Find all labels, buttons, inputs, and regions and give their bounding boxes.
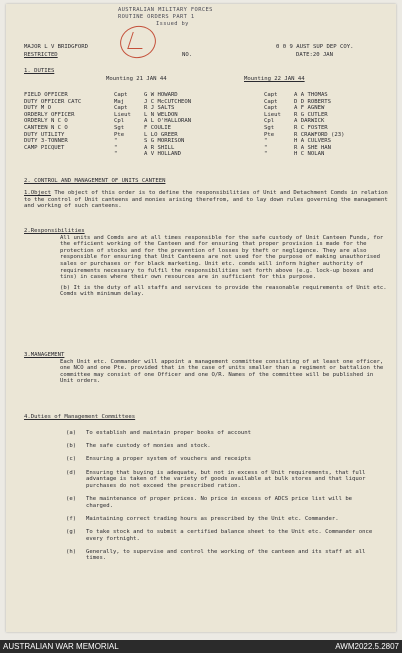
duty-rank-2: Capt <box>264 98 278 105</box>
duty-role: DUTY UTILITY <box>24 131 65 138</box>
item-marker: (c) <box>66 456 77 463</box>
item-text: The maintenance of proper prices. No price in excess of ADCS price list will be charged. <box>86 495 353 509</box>
mounting-1: Mounting 21 JAN 44 <box>106 76 167 82</box>
duty-rank-2: Lieut <box>264 111 281 118</box>
item-text: Maintaining correct trading hours as prescribed by the Unit etc. Commander. <box>86 515 339 522</box>
duty-rank-1: Maj <box>114 98 125 105</box>
duty-roster-table <box>24 92 384 158</box>
footer-right: AWM2022.5.2807 <box>335 642 399 651</box>
footer-bar <box>0 640 402 653</box>
duty-name-1: S G MORRISON <box>144 138 185 145</box>
responsibilities-text-b: (b) It is the duty of all staffs and services to provide the reasonable requirements of Unit etc. Comds with minimum delay. <box>60 284 387 298</box>
responsibilities-heading: 2.Responsibilities <box>24 228 85 234</box>
duty-name-2: R C FOSTER <box>294 124 328 131</box>
duty-rank-2: Capt <box>264 92 278 98</box>
duty-role: ORDERLY OFFICER <box>24 111 75 118</box>
duty-row <box>24 99 384 106</box>
duty-name-1: L LO GREER <box>144 131 178 138</box>
duty-rank-1: Lieut <box>114 111 131 118</box>
duty-rank-1: Sgt <box>114 124 125 131</box>
item-text: To take stock and to submit a certified balance sheet to the Unit etc. Commander once every fortnight. <box>86 528 373 542</box>
item-text: To establish and maintain proper books of account <box>86 430 252 436</box>
duty-rank-1: Capt <box>114 92 128 98</box>
item-marker: (e) <box>66 495 77 502</box>
duty-rank-2: Capt <box>264 105 278 112</box>
duty-row <box>24 132 384 139</box>
duty-row <box>24 145 384 152</box>
duty-rank-2: " <box>264 138 268 145</box>
duty-name-2: R G CUTLER <box>294 111 328 118</box>
item-text: The safe custody of monies and stock. <box>86 443 211 450</box>
section4-heading-wrap <box>24 414 388 421</box>
committee-duty-item <box>66 443 382 450</box>
duty-rank-1: Cpl <box>114 118 125 125</box>
item-text: Ensuring that buying is adequate, but not in excess of Unit requirements, that full advantage is taken of the variety of goods available at bulk stores and that liquor purchases do not exceed the prescribed ration. <box>86 469 366 489</box>
committee-duty-item <box>66 549 382 562</box>
section4-heading: 4.Duties of Management Committees <box>24 414 136 420</box>
management-text: Each Unit etc. Commander will appoint a management committee consisting of at least one officer, one NCO and one Pte. provided that in the case of units smaller than a regiment or battalion the committee may consist of one Officer and one O/R. Names of the committee will be published in Unit orders. <box>60 358 384 385</box>
document-page <box>6 4 396 632</box>
duty-row <box>24 138 384 145</box>
duty-name-2: A A THOMAS <box>294 92 328 98</box>
duty-rank-1: Pte <box>114 131 125 138</box>
section3-management <box>24 352 388 385</box>
duty-rank-1: " <box>114 138 118 145</box>
major-line: MAJOR L V BRIDGFORD <box>24 44 88 50</box>
duty-name-2: R CRAWFORD (23) <box>294 131 345 138</box>
duty-name-1: A L O'HALLORAN <box>144 118 192 125</box>
duty-name-1: J C McCUTCHEON <box>144 98 192 105</box>
duty-row <box>24 105 384 112</box>
item-text: Ensuring a proper system of vouchers and receipts <box>86 456 252 463</box>
item-marker: (h) <box>66 548 77 555</box>
section2-responsibilities <box>24 228 388 298</box>
duty-rank-2: Pte <box>264 131 275 138</box>
header-line2: ROUTINE ORDERS PART 1 <box>118 14 195 20</box>
object-label: 1.Object <box>24 190 51 196</box>
coy-label: 0 0 9 AUST SUP DEP COY. <box>276 44 354 50</box>
duty-rank-1: " <box>114 144 118 151</box>
mounting-2: Mounting 22 JAN 44 <box>244 76 305 82</box>
duty-name-2: H A CULVERS <box>294 138 332 145</box>
committee-duty-item <box>66 516 382 523</box>
duty-role: DUTY OFFICER CATC <box>24 98 82 105</box>
committee-duty-item <box>66 529 382 542</box>
item-text: Generally, to supervise and control the working of the canteen and its staff at all times. <box>86 548 366 562</box>
duty-rank-2: Cpl <box>264 118 275 125</box>
duty-role: FIELD OFFICER <box>24 92 68 98</box>
duty-role: DUTY 3-TONNER <box>24 138 68 145</box>
item-marker: (a) <box>66 430 77 436</box>
item-marker: (b) <box>66 443 77 450</box>
duty-rank-2: " <box>264 144 268 151</box>
duty-name-1: G W HOWARD <box>144 92 178 98</box>
date-label: DATE:20 JAN <box>296 52 334 58</box>
committee-duty-item <box>66 430 382 437</box>
duty-rank-2: " <box>264 151 268 158</box>
duty-role <box>24 151 114 158</box>
duty-row <box>24 92 384 99</box>
duty-name-2: A DARWICK <box>294 118 325 125</box>
section2-heading: 2. CONTROL AND MANAGEMENT OF UNITS CANTEEN <box>24 178 166 184</box>
duty-name-2: H C NOLAN <box>294 151 325 158</box>
header-line1: AUSTRALIAN MILITARY FORCES <box>118 7 213 13</box>
duty-name-1: L N WELDON <box>144 111 178 118</box>
duty-name-1: R J SALTS <box>144 105 175 112</box>
footer-left: AUSTRALIAN WAR MEMORIAL <box>3 642 119 651</box>
committee-duty-item <box>66 456 382 463</box>
duty-role: DUTY M O <box>24 105 51 112</box>
duty-role: CANTEEN N C O <box>24 124 68 131</box>
duty-role: ORDERLY N C O <box>24 118 68 125</box>
item-marker: (f) <box>66 515 77 522</box>
committee-duty-item <box>66 496 382 509</box>
duty-row <box>24 151 384 158</box>
duty-row <box>24 112 384 119</box>
section2-object <box>24 190 388 210</box>
duty-name-1: F COULIE <box>144 124 171 131</box>
restricted-label: RESTRICTED <box>24 52 58 58</box>
duty-name-2: A F AGNEW <box>294 105 325 112</box>
committee-duty-item <box>66 470 382 490</box>
committee-duties-list <box>66 430 382 568</box>
duty-rank-2: Sgt <box>264 124 275 131</box>
duty-name-2: R A SHE HAN <box>294 144 332 151</box>
item-marker: (d) <box>66 469 77 476</box>
management-heading: 3.MANAGEMENT <box>24 352 65 358</box>
object-text: The object of this order is to define the responsibilities of Unit and Detachment Comds in relation to the control of Unit canteens and monies arising therefrom, and to lay down rules governing the management and working of such canteens. <box>24 190 388 210</box>
section2-heading-wrap <box>24 178 388 185</box>
header-line3: Issued by <box>156 21 189 27</box>
duty-rank-1: " <box>114 151 118 158</box>
item-marker: (g) <box>66 528 77 535</box>
duty-rank-1: Capt <box>114 105 128 112</box>
duty-name-1: A R SHILL <box>144 144 175 151</box>
no-label: NO. <box>182 52 193 58</box>
duties-heading: 1. DUTIES <box>24 68 55 74</box>
duty-role: CAMP PICQUET <box>24 144 65 151</box>
duty-name-2: D D ROBERTS <box>294 98 332 105</box>
duty-name-1: A V HOLLAND <box>144 151 182 158</box>
duty-row <box>24 118 384 125</box>
responsibilities-text-a: All units and Comds are at all times responsible for the safe custody of Unit Canteen Funds, for the efficient working of the Canteen and for ensuring that proper provision is made for the protection of stocks and for the prevention of losses by theft or negligence. They are also responsible for ensuring that Unit Canteens are not used for the purpose of making unauthorised sales or purchases or for black marketing. Unit etc. comds will inform higher authority of requirements necessary to fulfil the responsibilities set forth above (e.g. lock-up boxes and tins) in cases where their own resources are in sufficient for this purpose. <box>60 234 384 281</box>
duty-row <box>24 125 384 132</box>
